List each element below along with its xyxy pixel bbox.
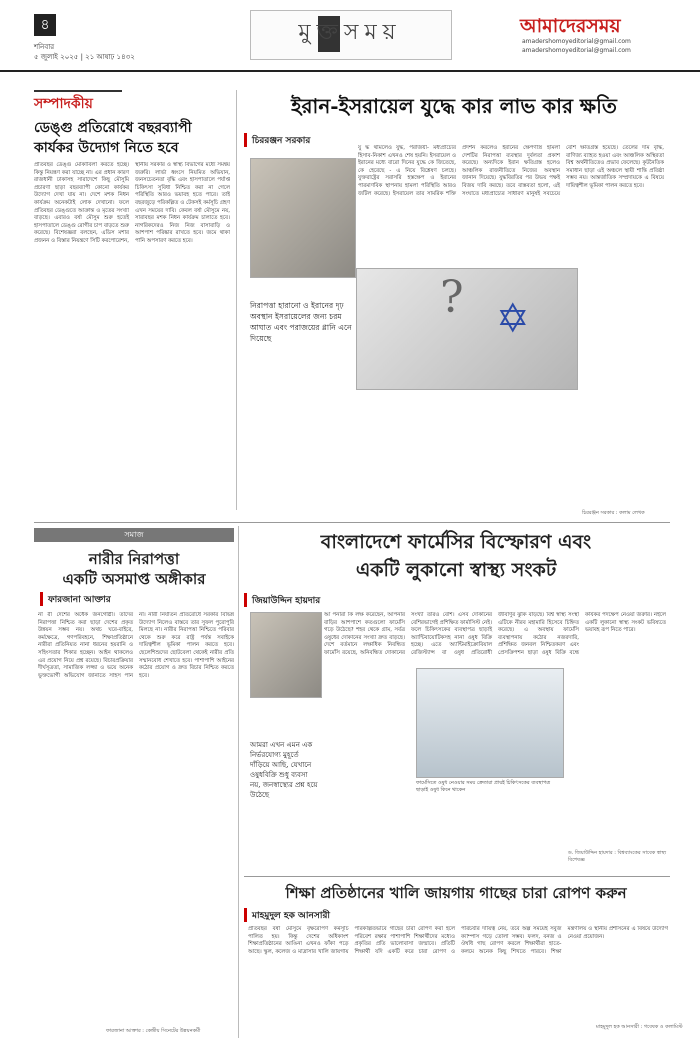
mid-rule xyxy=(34,522,670,523)
women-headline-2: একটি অসমাপ্ত অঙ্গীকার xyxy=(62,570,206,588)
women-headline-1: নারীর নিরাপত্তা xyxy=(88,550,180,568)
pharmacy-author-photo xyxy=(250,612,322,698)
issue-date: ৫ জুলাই ২০২৫ | ২১ আষাঢ় ১৪৩২ xyxy=(34,53,135,61)
iran-author-photo xyxy=(250,158,356,278)
editorial-email: amadershomoyeditorial@gmail.com xyxy=(522,38,631,45)
pharmacy-author: জিয়াউদ্দিন হায়দার xyxy=(252,596,321,606)
school-body: প্রতিবছর বর্ষা মৌসুমে বৃক্ষরোপণ কর্মসূচি পালিত হয়। কিন্তু দেশের অধিকাংশ শিক্ষাপ্রতিষ্ঠানের আঙিনা এখনও ফাঁকা পড়ে আছে। স্কুল, কলেজ ও মাদ্রাসার খালি জায়গায় পরিকল্পিতভাবে গাছের চারা রোপণ করা হলে পরিবেশ রক্ষার পাশাপাশি শিক্ষার্থীদের মধ্যেও প্রকৃতির প্রতি ভালোবাসা জন্মাবে। প্রতিটি শিক্ষার্থী যদি একটি করে চারা রোপণ ও পরিচর্যার দায়িত্ব নেয়, তবে অল্প সময়েই সবুজ ক্যাম্পাস গড়ে তোলা সম্ভব। ফলদ, বনজ ও ঔষধি গাছ রোপণ করলে শিক্ষার্থীরা হাতে-কলমে অনেক কিছু শিখতে পারবে। শিক্ষা মন্ত্রণালয় ও স্থানীয় প্রশাসনের এ বিষয়ে উদ্যোগ নেওয়া প্রয়োজন। xyxy=(248,926,668,955)
iran-body: যু দ্ধ থামলেও যুদ্ধ, পরাজয়ী- মধ্যপ্রাচ্যের হিসাব-নিকাশ এখনও শেষ হয়নি। ইসরায়েল ও ইরানের মধ্যে বারো দিনের যুদ্ধে কে জিতেছে, কে হেরেছে - এ নিয়ে বিশ্লেষণ চলছে। যুক্তরাষ্ট্রের সরাসরি হস্তক্ষেপ ও ইরানের পারমাণবিক স্থাপনায় হামলা পরিস্থিতি আরও জটিল করেছে। ইসরায়েল তার সামরিক শক্তি প্রদর্শন করলেও ইরানের ক্ষেপণাস্ত্র হামলা দেশটির নিরাপত্তা ব্যবস্থার দুর্বলতা প্রকাশ করেছে। অন্যদিকে ইরান ক্ষতিগ্রস্ত হলেও আঞ্চলিক রাজনীতিতে নিজের অবস্থান জানান দিয়েছে। যুদ্ধবিরতির পর উভয় পক্ষই বিজয় দাবি করছে। তবে বাস্তবতা হলো, এই সংঘাতে মধ্যপ্রাচ্যের সাধারণ মানুষই সবচেয়ে বেশি ক্ষতিগ্রস্ত হয়েছে। তেলের দাম বৃদ্ধি, বাণিজ্য ব্যাহত হওয়া এবং আঞ্চলিক অস্থিরতা বিশ্ব অর্থনীতিতেও প্রভাব ফেলেছে। কূটনৈতিক সমাধান ছাড়া এই অঞ্চলে স্থায়ী শান্তি প্রতিষ্ঠা সম্ভব নয়। আন্তর্জাতিক সম্প্রদায়কে এ বিষয়ে দায়িত্বশীল ভূমিকা পালন করতে হবে। xyxy=(358,145,664,197)
issue-day: শনিবার xyxy=(34,43,55,51)
page-number: ৪ xyxy=(40,17,50,33)
section-title: মুক্তসময় xyxy=(298,20,402,45)
iran-pull-quote: নিরাপত্তা হারানো ও ইরানের দৃঢ় অবস্থান ইসরায়েলের জন্য চরম আঘাত এবং পরাজয়ের গ্লানি এনে দিয়েছে xyxy=(250,301,352,343)
lower-rule xyxy=(244,876,670,877)
page-header xyxy=(0,0,700,76)
school-headline: শিক্ষা প্রতিষ্ঠানের খালি জায়গায় গাছের চারা রোপণ করুন xyxy=(285,884,627,902)
school-author-bar xyxy=(244,908,247,922)
women-footer: ফারজানা আক্তার : কেন্দ্রীয় সিনেটের উন্নয়নকর্মী xyxy=(106,1028,201,1034)
women-author: ফারজানা আক্তার xyxy=(48,595,111,605)
brand-logo: আমাদেরসময় xyxy=(520,15,621,37)
pharmacy-headline-1: বাংলাদেশে ফার্মেসির বিস্ফোরণ এবং xyxy=(320,531,592,553)
editorial-divider xyxy=(236,90,237,510)
women-author-bar xyxy=(40,592,43,606)
iran-headline: ইরান-ইসরায়েল যুদ্ধে কার লাভ কার ক্ষতি xyxy=(291,94,617,118)
iran-author: চিররঞ্জন সরকার xyxy=(252,136,311,146)
school-author: মাহমুদুল হক আনসারী xyxy=(252,911,331,921)
question-mark-icon: ? xyxy=(440,272,464,323)
editorial-label: সম্পাদকীয় xyxy=(34,96,93,112)
women-body: না রী দেশের অর্ধেক জনগোষ্ঠী। তাদের নিরাপত্তা নিশ্চিত করা ছাড়া দেশের প্রকৃত উন্নয়ন সম্ভব নয়। অথচ ঘরে-বাইরে, কর্মক্ষেত্রে, গণপরিবহনে, শিক্ষাপ্রতিষ্ঠানে নারীরা প্রতিনিয়ত নানা ধরনের হয়রানি ও সহিংসতার শিকার হচ্ছেন। আইন থাকলেও এর প্রয়োগ নিয়ে প্রশ্ন রয়েছে। বিচারপ্রক্রিয়ার দীর্ঘসূত্রতা, সামাজিক লজ্জা ও ভয়ে অনেক ভুক্তভোগী অভিযোগ জানাতে সাহস পান না। নারী নির্যাতন প্রতিরোধে সরকার বিভিন্ন উদ্যোগ নিলেও বাস্তবে তার সুফল পুরোপুরি মিলছে না। নারীর নিরাপত্তা নিশ্চিতে পরিবার থেকে শুরু করে রাষ্ট্র পর্যন্ত সবাইকে দায়িত্বশীল ভূমিকা পালন করতে হবে। ছেলেশিশুদের ছোটবেলা থেকেই নারীর প্রতি সম্মানবোধ শেখাতে হবে। পাশাপাশি আইনের কঠোর প্রয়োগ ও দ্রুত বিচার নিশ্চিত করতে হবে। xyxy=(38,612,234,679)
pharmacy-pull-quote: আমরা এখন এমন এক নির্ভরযোগ্য মুহূর্তে দাঁড়িয়ে আছি, যেখানে ওষুধবিক্রি শুধু ব্যবসা নয়, জনস্বাস্থ্যের প্রশ্ন হয়ে উঠেছে xyxy=(250,741,318,799)
editorial-email-2: amadershomoyeditorial@gmail.com xyxy=(522,47,631,54)
editorial-body: প্রতিবছর ডেঙ্গু মোকাবিলা করতে হচ্ছে। কিন্তু নিয়ন্ত্রণ করা যাচ্ছে না। এর প্রধান কারণ রাজধানী ঢাকাসহ সারাদেশে কিছু মৌসুমি প্রচারণা ছাড়া বছরব্যাপী কোনো কার্যকর উদ্যোগ দেখা যায় না। দেশে মশক নিধন কার্যক্রম অনেকটাই লোক দেখানো। ফলে প্রতিবছর ডেঙ্গুতে আক্রান্ত ও মৃতের সংখ্যা বাড়ছে। এবারও বর্ষা মৌসুম শুরু হতেই হাসপাতালে ডেঙ্গু রোগীর চাপ বাড়তে শুরু করেছে। বিশেষজ্ঞরা বলছেন, এডিস মশার প্রজনন ও বিস্তার নিয়ন্ত্রণে সিটি করপোরেশন, স্থানীয় সরকার ও স্বাস্থ্য বিভাগের মধ্যে সমন্বয় জরুরি। লার্ভা ধ্বংসে নিয়মিত অভিযান, জনসচেতনতা বৃদ্ধি এবং হাসপাতালে পর্যাপ্ত চিকিৎসা সুবিধা নিশ্চিত করা না গেলে পরিস্থিতি আরও ভয়াবহ হতে পারে। তাই বছরজুড়ে পরিকল্পিত ও টেকসই কর্মসূচি গ্রহণ এখন সময়ের দাবি। কেবল বর্ষা মৌসুমে নয়, সারাবছর মশক নিধন কার্যক্রম চালাতে হবে। নাগরিকদেরও নিজ নিজ বাসাবাড়ি ও আশপাশ পরিষ্কার রাখতে হবে। জমে থাকা পানি অপসারণ করতে হবে। xyxy=(34,162,230,244)
star-of-david-icon: ✡ xyxy=(496,296,530,342)
iran-author-bar xyxy=(244,133,247,147)
pharmacy-footer: ড. জিয়াউদ্দিন হায়দার : বিশ্বব্যাংকের সাবেক স্বাস্থ্য বিশেষজ্ঞ xyxy=(568,850,667,863)
pharmacy-author-bar xyxy=(244,593,247,607)
iran-footer: চিররঞ্জন সরকার : কলাম লেখক xyxy=(582,510,645,516)
editorial-headline: ডেঙ্গু প্রতিরোধে বছরব্যাপী কার্যকর উদ্যোগ নিতে হবে xyxy=(34,120,192,156)
school-footer: মাহমুদুল হক আনসারী : গবেষক ও কলামিস্ট xyxy=(596,1024,683,1030)
left-column-divider xyxy=(238,526,239,1038)
society-section-label: সমাজ xyxy=(34,528,234,542)
pharmacy-body: আ পনারা কি লক্ষ করেছেন, আপনার বাড়ির আশপাশে কতগুলো ফার্মেসি গড়ে উঠেছে? শহর থেকে গ্রাম, সর্বত্র ওষুধের দোকানের সংখ্যা দ্রুত বাড়ছে। দেশে বর্তমানে লক্ষাধিক নিবন্ধিত ফার্মেসি রয়েছে, অনিবন্ধিত দোকানের সংখ্যা তারও বেশি। এসব দোকানের বেশিরভাগেই প্রশিক্ষিত ফার্মাসিস্ট নেই। ফলে চিকিৎসকের ব্যবস্থাপত্র ছাড়াই অ্যান্টিবায়োটিকসহ নানা ওষুধ বিক্রি হচ্ছে। এতে অ্যান্টিমাইক্রোবিয়াল রেজিস্ট্যান্স বা ওষুধ প্রতিরোধী জীবাণুর ঝুঁকি বাড়ছে। বিশ্ব স্বাস্থ্য সংস্থা এটিকে নীরব মহামারি হিসেবে চিহ্নিত করেছে। এ অবস্থায় ফার্মেসি ব্যবস্থাপনায় কঠোর নজরদারি, প্রশিক্ষিত জনবল নিশ্চিতকরণ এবং প্রেসক্রিপশন ছাড়া ওষুধ বিক্রি বন্ধে কার্যকর পদক্ষেপ নেওয়া জরুরি। নইলে একটি লুকানো স্বাস্থ্য সংকট ভবিষ্যতে ভয়াবহ রূপ নিতে পারে। xyxy=(324,612,666,656)
header-rule xyxy=(0,70,700,72)
pharmacy-photo-caption: ফার্মেসিতে ওষুধ নেওয়ার সময় ক্রেতারা প্রায়ই চিকিৎসকের ব্যবস্থাপত্র ছাড়াই ওষুধ কিনে থাকেন xyxy=(416,780,551,793)
pharmacy-headline-2: একটি লুকানো স্বাস্থ্য সংকট xyxy=(355,559,557,581)
